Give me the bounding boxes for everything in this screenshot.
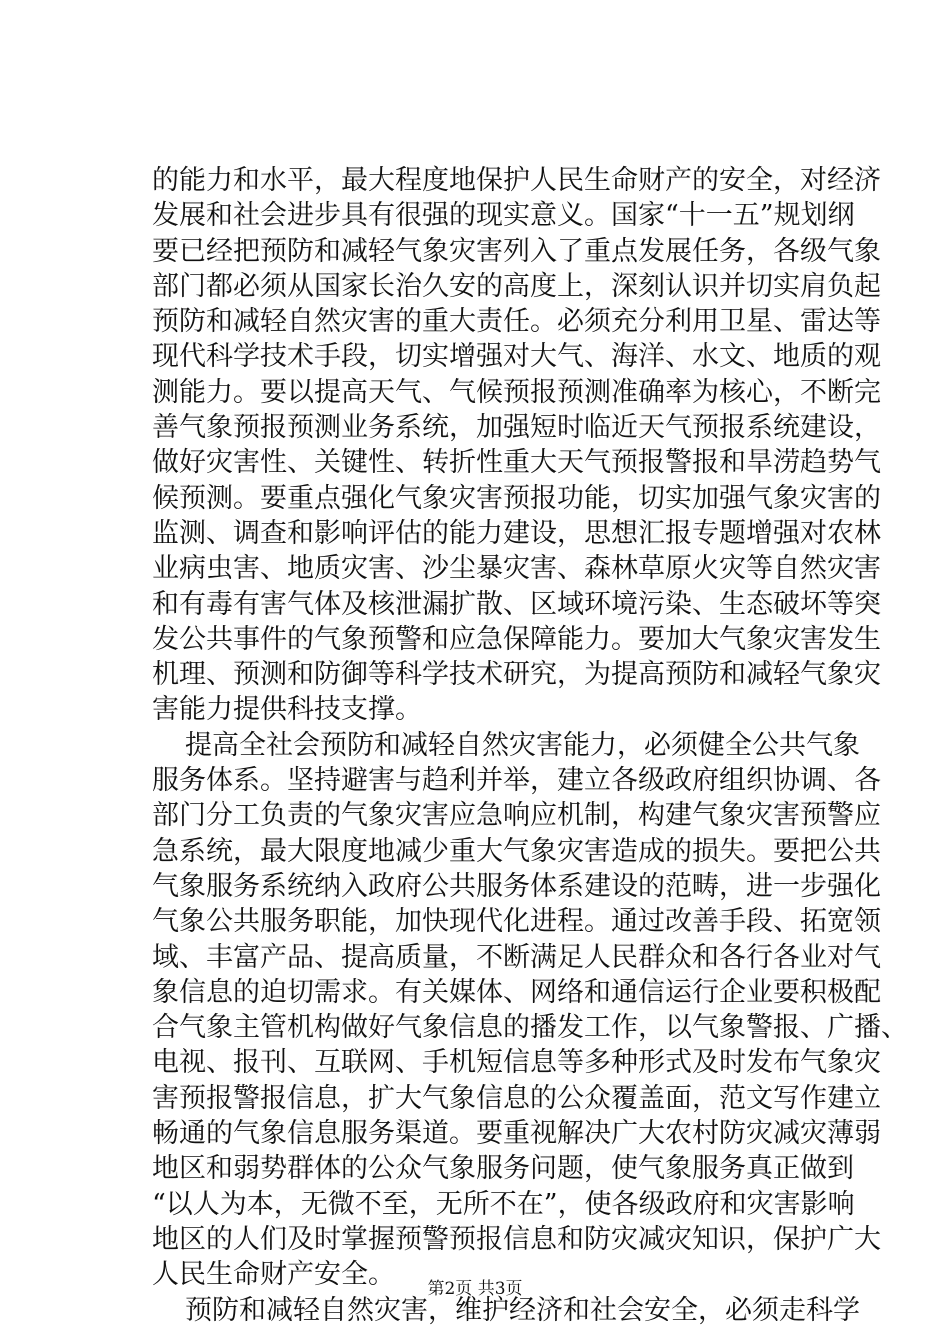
text-line: 地区的人们及时掌握预警预报信息和防灾减灾知识，保护广大	[152, 1223, 881, 1255]
text-line: 域、丰富产品、提高质量，不断满足人民群众和各行各业对气	[152, 941, 881, 973]
text-line: 人民生命财产安全。	[152, 1259, 395, 1291]
text-line: 现代科学技术手段，切实增强对大气、海洋、水文、地质的观	[152, 341, 881, 373]
text-line: 做好灾害性、关键性、转折性重大天气预报警报和旱涝趋势气	[152, 447, 881, 479]
text-line: 发展和社会进步具有很强的现实意义。国家“十一五”规划纲	[152, 200, 855, 232]
text-line: 预防和减轻自然灾害的重大责任。必须充分利用卫星、雷达等	[152, 306, 881, 338]
text-line: 地区和弱势群体的公众气象服务问题，使气象服务真正做到	[152, 1153, 854, 1185]
text-line: 畅通的气象信息服务渠道。要重视解决广大农村防灾减灾薄弱	[152, 1118, 881, 1150]
text-line: “以人为本，无微不至，无所不在”，使各级政府和灾害影响	[152, 1188, 855, 1220]
text-line: 善气象预报预测业务系统，加强短时临近天气预报系统建设，	[152, 412, 881, 444]
text-line: 合气象主管机构做好气象信息的播发工作，以气象警报、广播、	[152, 1012, 908, 1044]
text-line: 害能力提供科技支撑。	[152, 694, 422, 726]
text-line: 预防和减轻自然灾害，维护经济和社会安全，必须走科学	[185, 1294, 860, 1326]
text-line: 发公共事件的气象预警和应急保障能力。要加大气象灾害发生	[152, 623, 881, 655]
text-line: 气象服务系统纳入政府公共服务体系建设的范畴，进一步强化	[152, 870, 881, 902]
text-line: 部门都必须从国家长治久安的高度上，深刻认识并切实肩负起	[152, 270, 881, 302]
text-line: 服务体系。坚持避害与趋利并举，建立各级政府组织协调、各	[152, 765, 881, 797]
text-line: 测能力。要以提高天气、气候预报预测准确率为核心，不断完	[152, 376, 881, 408]
text-line: 候预测。要重点强化气象灾害预报功能，切实加强气象灾害的	[152, 482, 881, 514]
text-line: 和有毒有害气体及核泄漏扩散、区域环境污染、生态破坏等突	[152, 588, 881, 620]
text-line: 监测、调查和影响评估的能力建设，思想汇报专题增强对农林	[152, 517, 881, 549]
text-line: 急系统，最大限度地减少重大气象灾害造成的损失。要把公共	[152, 835, 881, 867]
text-line: 提高全社会预防和减轻自然灾害能力，必须健全公共气象	[185, 729, 860, 761]
text-line: 害预报警报信息，扩大气象信息的公众覆盖面，范文写作建立	[152, 1082, 881, 1114]
text-line: 业病虫害、地质灾害、沙尘暴灾害、森林草原火灾等自然灾害	[152, 553, 881, 585]
text-line: 气象公共服务职能，加快现代化进程。通过改善手段、拓宽领	[152, 906, 881, 938]
text-line: 部门分工负责的气象灾害应急响应机制，构建气象灾害预警应	[152, 800, 881, 832]
page-footer: 第2页 共3页	[427, 1279, 523, 1299]
text-line: 机理、预测和防御等科学技术研究，为提高预防和减轻气象灾	[152, 659, 881, 691]
text-line: 的能力和水平，最大程度地保护人民生命财产的安全，对经济	[152, 165, 881, 196]
text-line: 象信息的迫切需求。有关媒体、网络和通信运行企业要积极配	[152, 976, 881, 1008]
text-line: 电视、报刊、互联网、手机短信息等多种形式及时发布气象灾	[152, 1047, 881, 1079]
text-line: 要已经把预防和减轻气象灾害列入了重点发展任务，各级气象	[152, 235, 881, 267]
body-text	[152, 163, 908, 1328]
